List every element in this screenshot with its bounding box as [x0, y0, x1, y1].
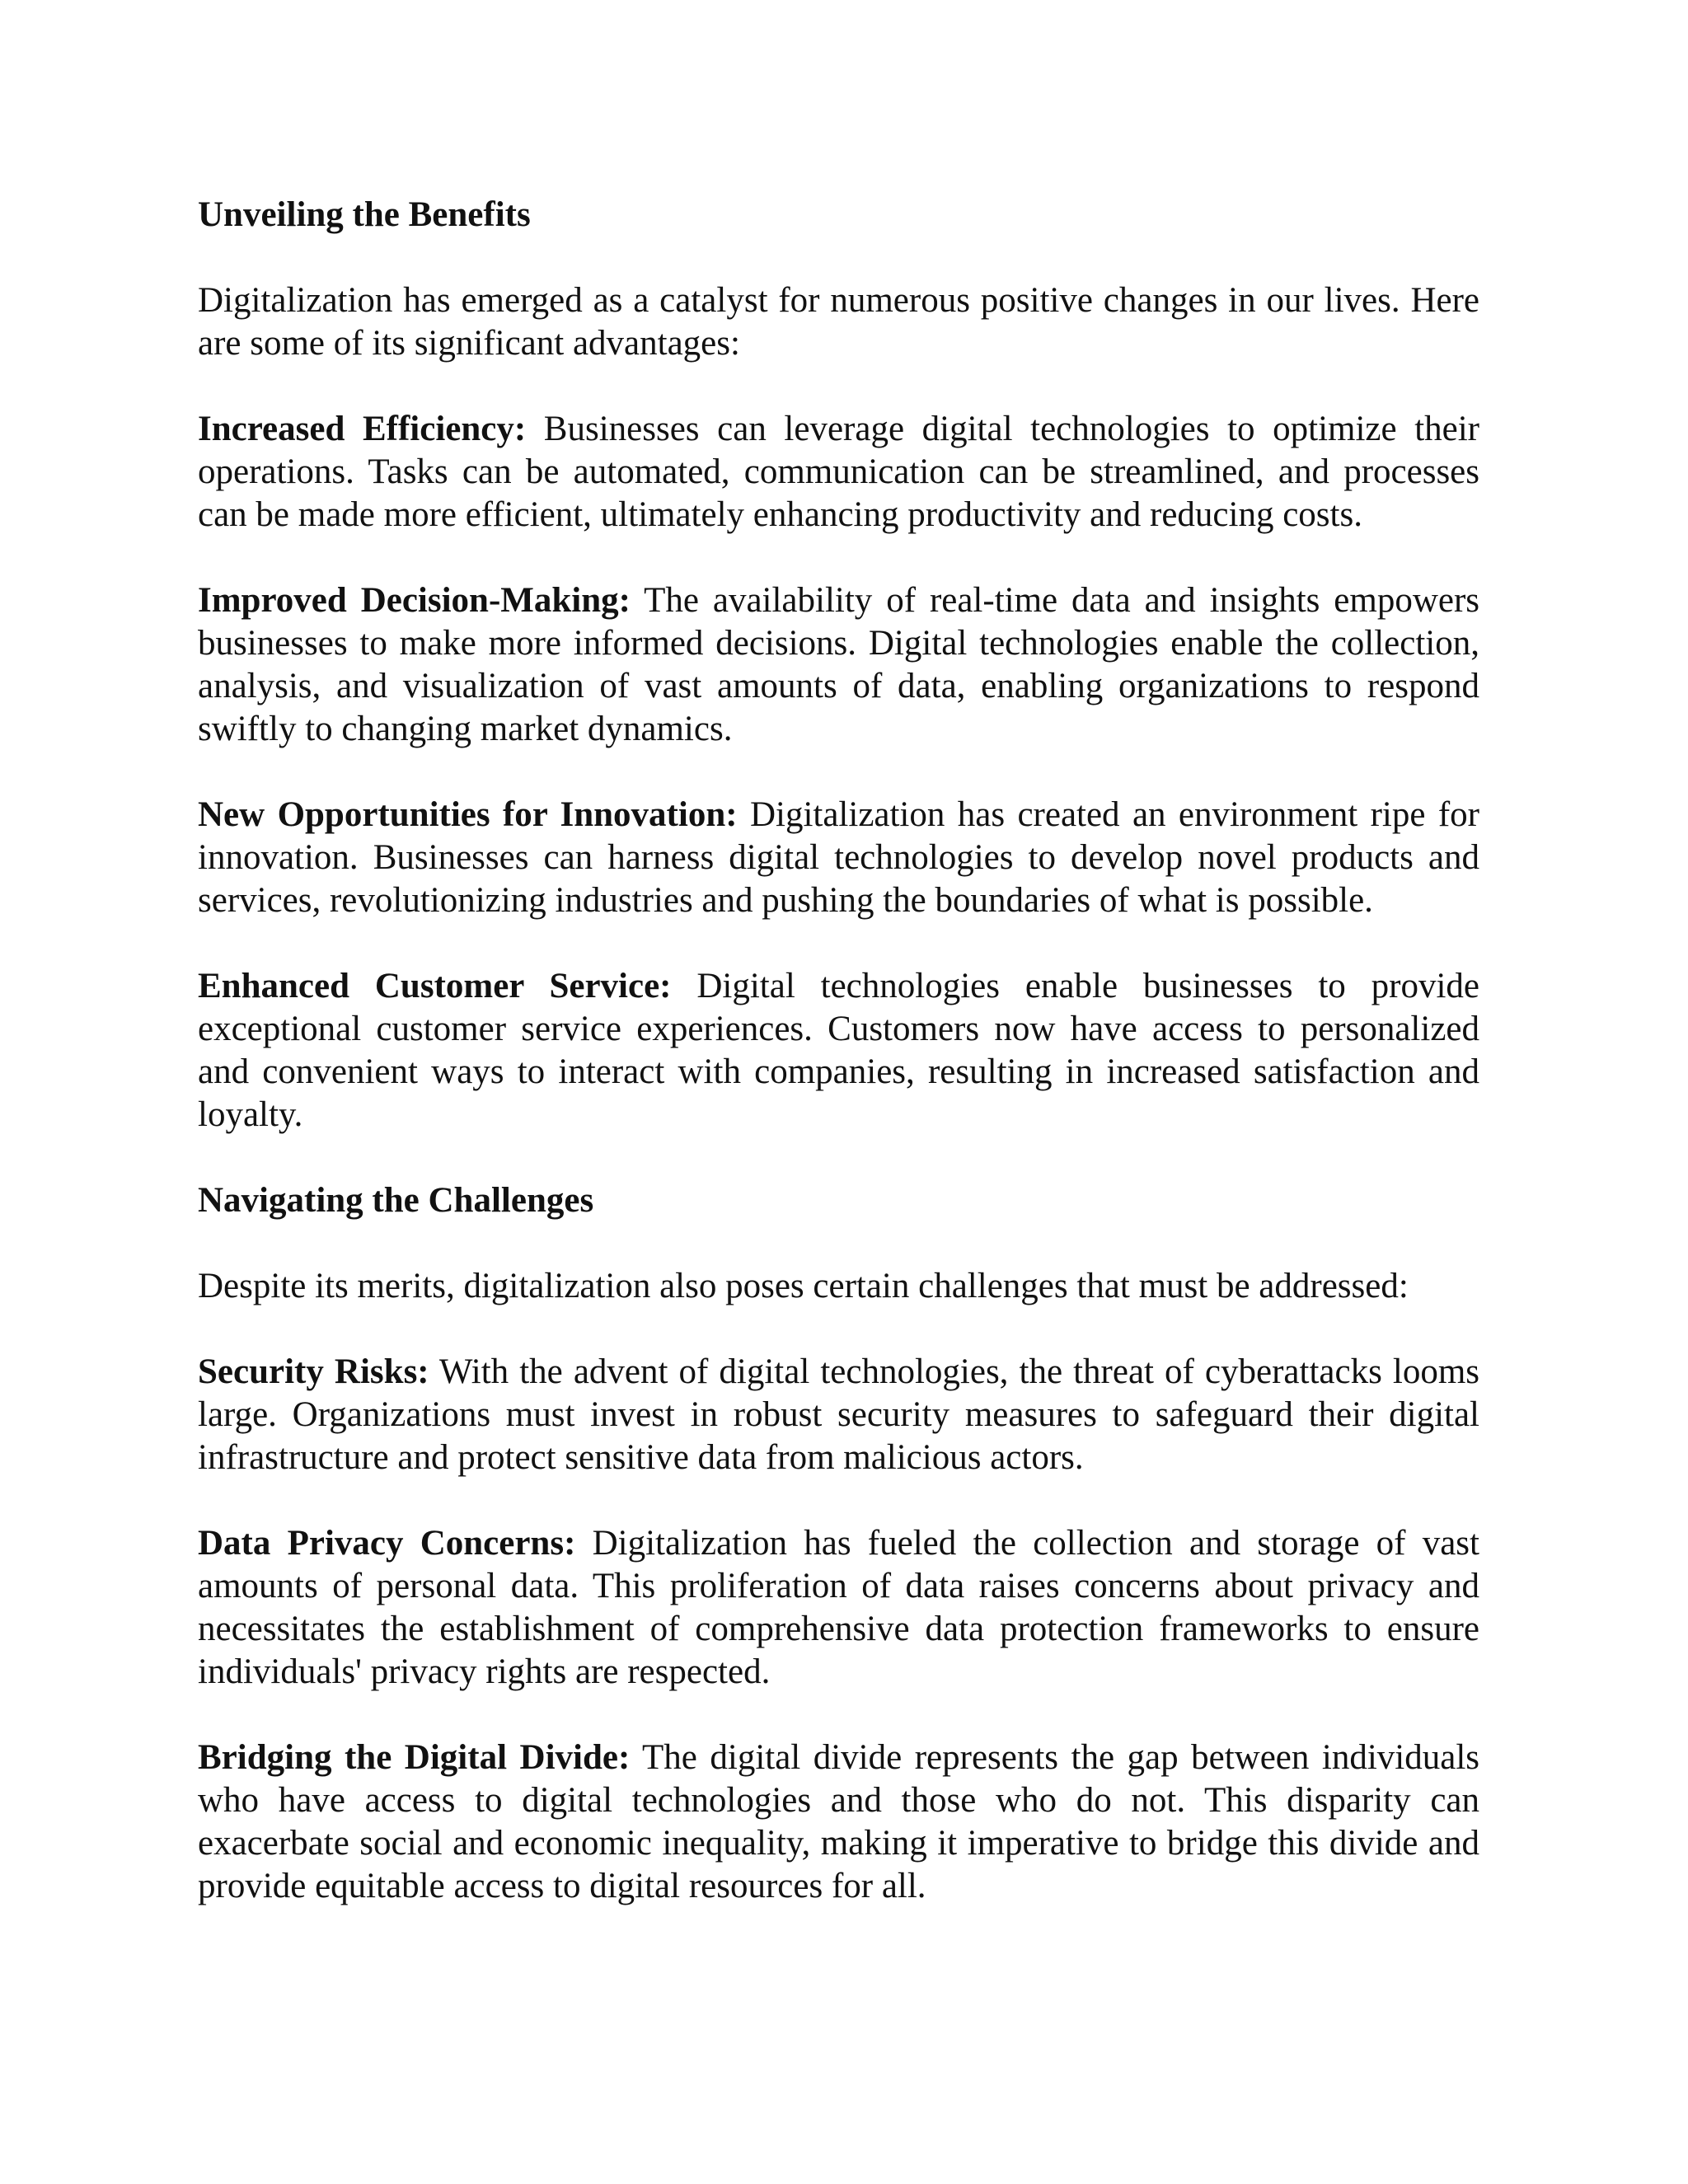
section-heading-benefits: Unveiling the Benefits [198, 195, 531, 234]
benefit-text: Digital technologies enable businesses to provide exceptional customer service experiences. Customers now have access to personalized and convenient ways to interact with companies, resulting in increased satisfaction and loyalty. [198, 967, 1479, 1134]
benefit-enhanced-customer-service [198, 965, 1479, 1137]
challenge-digital-divide [198, 1736, 1479, 1908]
challenge-term: Data Privacy Concerns: [198, 1524, 576, 1563]
benefit-new-opportunities [198, 794, 1479, 922]
challenge-text: The digital divide represents the gap between individuals who have access to digital technologies and those who do not. This disparity can exacerbate social and economic inequality, making it imperative to bridge this divide and provide equitable access to digital resources for all. [198, 1738, 1480, 1905]
challenges-intro: Despite its merits, digitalization also poses certain challenges that must be addressed: [198, 1267, 1409, 1305]
section-heading-challenges: Navigating the Challenges [198, 1181, 594, 1220]
document-page [198, 194, 1479, 1951]
benefit-term: New Opportunities for Innovation: [198, 795, 738, 834]
benefit-text: The availability of real-time data and insights empowers businesses to make more informed decisions. Digital technologies enable the collection, analysis, and visualization of vast amounts of data, enabling organizations to respond swiftly to changing market dynamics. [198, 581, 1480, 748]
benefit-improved-decision-making [198, 579, 1479, 751]
benefit-term: Improved Decision-Making: [198, 581, 631, 620]
challenge-data-privacy [198, 1522, 1479, 1694]
benefit-increased-efficiency [198, 408, 1479, 537]
benefits-intro: Digitalization has emerged as a catalyst for numerous positive changes in our lives. Here are some of its significant advantages: [198, 281, 1479, 363]
challenge-text: Digitalization has fueled the collection and storage of vast amounts of personal data. This proliferation of data raises concerns about privacy and necessitates the establishment of comprehensive data protection frameworks to ensure individuals' privacy rights are respected. [198, 1524, 1479, 1691]
benefit-term: Enhanced Customer Service: [198, 967, 672, 1005]
benefit-text: Businesses can leverage digital technologies to optimize their operations. Tasks can be automated, communication can be streamlined, and processes can be made more efficient, ultimately enhancing productivity and reducing costs. [198, 410, 1479, 534]
benefit-term: Increased Efficiency: [198, 410, 527, 448]
benefit-text: Digitalization has created an environment ripe for innovation. Businesses can harness digital technologies to develop novel products and services, revolutionizing industries and pushing the boundaries of what is possible. [198, 795, 1479, 920]
challenge-text: With the advent of digital technologies, the threat of cyberattacks looms large. Organizations must invest in robust security measures to safeguard their digital infrastructure and protect sensitive data from malicious actors. [198, 1352, 1479, 1477]
challenge-term: Bridging the Digital Divide: [198, 1738, 631, 1777]
challenge-security-risks [198, 1351, 1479, 1479]
challenge-term: Security Risks: [198, 1352, 429, 1391]
